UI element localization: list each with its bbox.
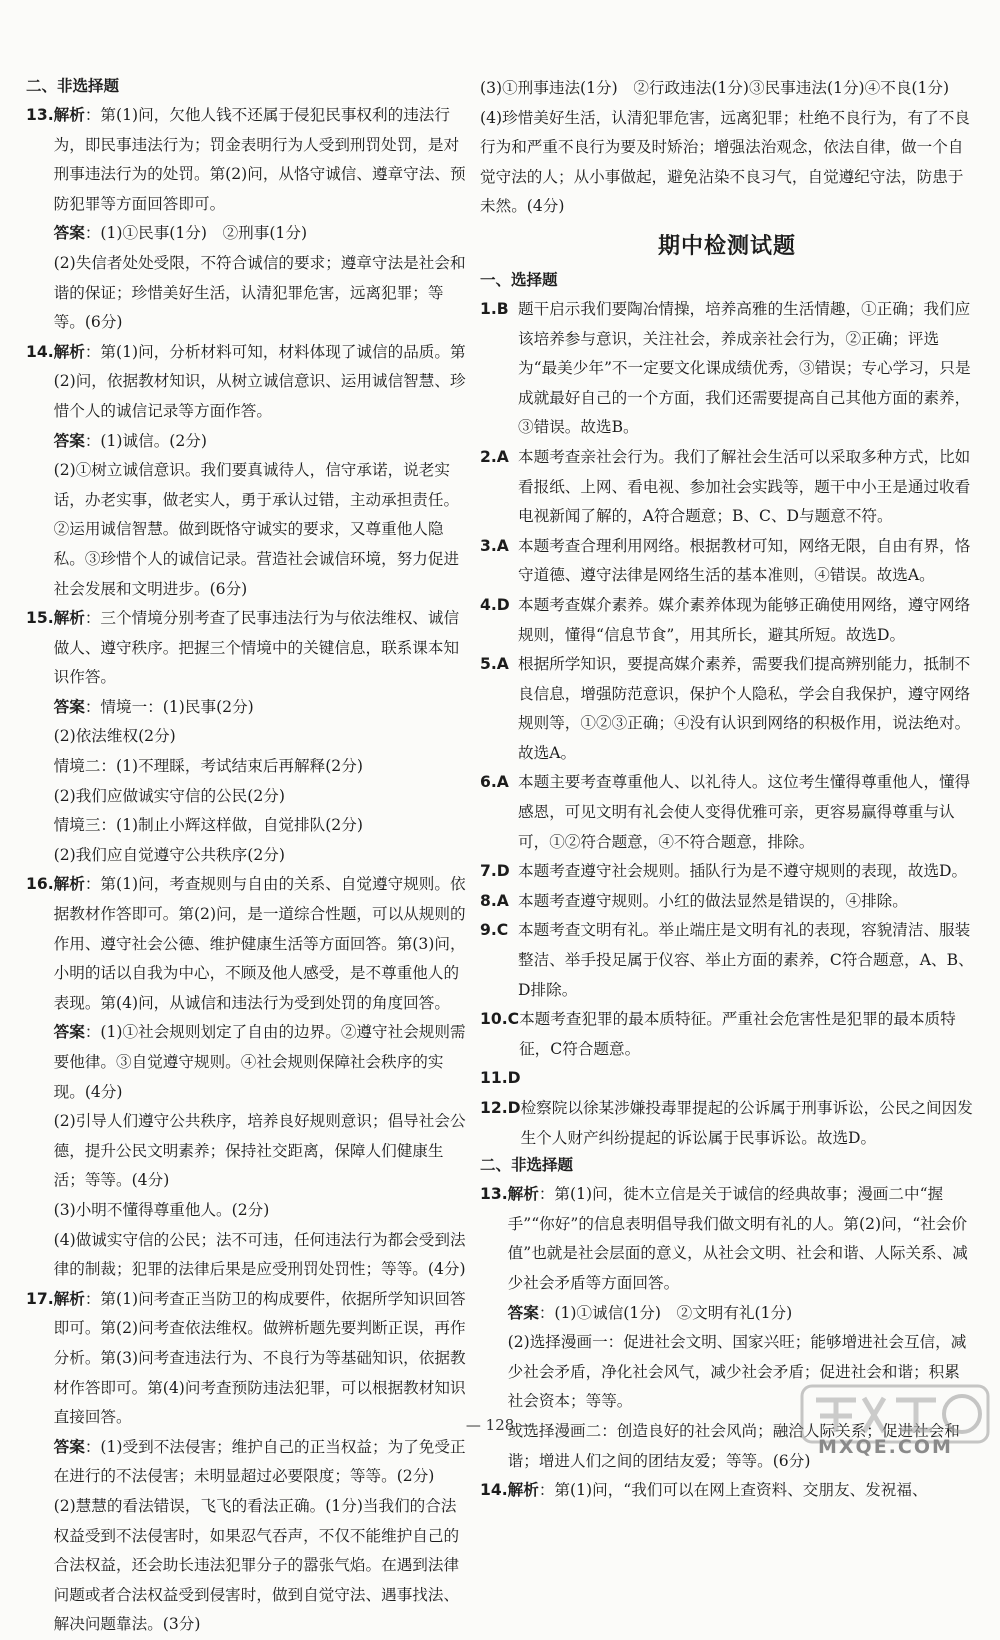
choice-answer-item xyxy=(480,916,974,1005)
answer: 答案：(1)①诚信(1分) ②文明有礼(1分) xyxy=(507,1303,793,1322)
choice-explanation: 本题考查犯罪的最本质特征。严重社会危害性是犯罪的最本质特征，C符合题意。 xyxy=(519,1010,956,1058)
choice-explanation: 本题主要考查尊重他人、以礼待人。这位考生懂得尊重他人，懂得感恩，可见文明有礼会使人变得优雅可亲，更容易赢得尊重与认可，①②符合题意，④不符合题意，排除。 xyxy=(518,773,971,851)
choice-answer-item xyxy=(480,887,974,917)
choice-answer-item xyxy=(480,1064,974,1094)
q12-continuation-4: (4)珍惜美好生活，认清犯罪危害，远离犯罪；杜绝不良行为，有了不良行为和严重不良行为要及时矫治；增强法治观念，依法自律，做一个自觉守法的人；从小事做起，避免沾染不良习气，自觉遵纪守法，防患于未然。(4分) xyxy=(480,108,970,216)
right-column xyxy=(480,74,974,1506)
choice-number: 7.D xyxy=(480,862,510,881)
answer: 答案：(1)诚信。(2分) xyxy=(53,431,207,450)
choice-explanation: 根据所学知识，要提高媒介素养，需要我们提高辨别能力，抵制不良信息，增强防范意识，保护个人隐私，学会自我保护，遵守网络规则等，①②③正确；④没有认识到网络的积极作用，说法绝对。故选A。 xyxy=(518,655,971,762)
choice-explanation: 本题考查媒介素养。媒介素养体现为能够正确使用网络，遵守网络规则，懂得“信息节食”，用其所长，避其所短。故选D。 xyxy=(518,595,971,644)
question-17: 17. 解析：第(1)问考查正当防卫的构成要件，依据所学知识回答即可。第(2)问考查依法维权。做辨析题先要判断正误，再作分析。第(3)问考查违法行为、不良行为等基础知识，依据教材作答即可。第(4)问考查预防违法犯罪，可以根据教材知识直接回答。 答案：(1)受到不法侵害；维护自己的正当权益；为了免受正在进行的不法侵害；未明显超过必要限度；等等。(2分) (2)慧慧的看法错误，飞飞的看法正确。(1分)当我们的合法权益受到不法侵害时，如果忍气吞声，不仅不能维护自己的合法权益，还会助长违法犯罪分子的嚣张气焰。在遇到法律问题或者合法权益受到侵害时，做到自觉守法、遇事找法、解决问题靠法。(3分) xyxy=(26,1285,472,1640)
choice-explanation: 本题考查遵守社会规则。插队行为是不遵守规则的表现，故选D。 xyxy=(518,862,968,881)
choice-answer-item xyxy=(480,768,974,857)
choice-explanation: 本题考查合理利用网络。根据教材可知，网络无限，自由有界，恪守道德、遵守法律是网络生活的基本准则，④错误。故选A。 xyxy=(518,536,971,585)
left-column xyxy=(26,74,472,1640)
choice-explanation: 本题考查文明有礼。举止端庄是文明有礼的表现，容貌清洁、服装整洁、举手投足属于仪容、举止方面的素养，C符合题意，A、B、D排除。 xyxy=(518,921,974,999)
choice-number: 9.C xyxy=(480,921,509,940)
section-heading-nonchoice: 二、非选择题 xyxy=(26,77,120,95)
choice-number: 3.A xyxy=(480,536,509,555)
section-heading-nonchoice-2: 二、非选择题 xyxy=(480,1156,574,1175)
choice-answer-item xyxy=(480,295,974,443)
answer: 答案：(1)①社会规则划定了自由的边界。②遵守社会规则需要他律。③自觉遵守规则。④社会规则保障社会秩序的实现。(4分) xyxy=(53,1023,466,1101)
q12-continuation: (3)①刑事违法(1分) ②行政违法(1分)③民事违法(1分)④不良(1分) xyxy=(480,79,950,97)
choice-number: 10.C xyxy=(480,1010,520,1029)
midterm-title: 期中检测试题 xyxy=(657,233,796,259)
midterm-question-14: 14. 解析：第(1)问，“我们可以在网上查资料、交朋友、发祝福、 xyxy=(480,1481,928,1500)
choice-number: 2.A xyxy=(480,447,509,466)
choice-answer-item xyxy=(480,1005,974,1064)
page-number: — 128 — xyxy=(465,1416,535,1434)
answer: 答案：(1)①民事(1分) ②刑事(1分) xyxy=(53,224,308,243)
choice-explanation: 本题考查亲社会行为。我们了解社会生活可以采取多种方式，比如看报纸、上网、看电视、参加社会实践等，题干中小王是通过收看电视新闻了解的，A符合题意；B、C、D与题意不符。 xyxy=(518,447,971,526)
choice-answer-item xyxy=(480,857,974,887)
choice-explanation: 本题考查遵守规则。小红的做法显然是错误的，④排除。 xyxy=(518,891,908,910)
question-13: 13. 解析：第(1)问，欠他人钱不还属于侵犯民事权利的违法行为，即民事违法行为；罚金表明行为人受到刑罚处罚，是对刑事违法行为的处罚。第(2)问，从恪守诚信、遵章守法、预防犯罪等方面回答即可。 答案：(1)①民事(1分) ②刑事(1分) (2)失信者处处受限，不符合诚信的要求；遵章守法是社会和谐的保证；珍惜美好生活，认清犯罪危害，远离犯罪；等等。(6分) xyxy=(26,101,472,338)
choice-number: 1.B xyxy=(480,299,509,318)
choice-number: 12.D xyxy=(480,1099,521,1117)
choice-answer-item xyxy=(480,532,974,591)
choice-number: 8.A xyxy=(480,891,509,910)
choice-number: 5.A xyxy=(480,655,509,674)
answer: 答案：情境一：(1)民事(2分) xyxy=(53,697,254,716)
section-heading-choice: 一、选择题 xyxy=(480,270,558,289)
choice-number: 11.D xyxy=(480,1069,521,1088)
question-14: 14. 解析：第(1)问，分析材料可知，材料体现了诚信的品质。第(2)问，依据教材知识，从树立诚信意识、运用诚信智慧、珍惜个人的诚信记录等方面作答。 答案：(1)诚信。(2分) (2)①树立诚信意识。我们要真诚待人，信守承诺，说老实话，办老实事，做老实人，勇于承认过错，主动承担责任。②运用诚信智慧。做到既恪守诚实的要求，又尊重他人隐私。③珍惜个人的诚信记录。营造社会诚信环境，努力促进社会发展和文明进步。(6分) xyxy=(26,338,472,604)
choice-explanation xyxy=(521,1064,974,1094)
choice-number: 4.D xyxy=(480,595,510,614)
midterm-question-13: 13. 解析：第(1)问，徙木立信是关于诚信的经典故事；漫画二中“握手”“你好”的信息表明倡导我们做文明有礼的人。第(2)问，“社会价值”也就是社会层面的意义，从社会文明、社会和谐、人际关系、减少社会矛盾等方面回答。 答案：(1)①诚信(1分) ②文明有礼(1分) (2)选择漫画一：促进社会文明、国家兴旺；能够增进社会互信，减少社会矛盾，净化社会风气，减少社会矛盾；促进社会和谐；积累社会资本；等等。 或选择漫画二：创造良好的社会风尚；融洽人际关系；促进社会和谐；增进人们之间的团结友爱；等等。(6分) xyxy=(480,1180,974,1476)
choice-explanation: 题干启示我们要陶冶情操，培养高雅的生活情趣，①正确；我们应该培养参与意识，关注社会，养成亲社会行为，②正确；评选为“最美少年”不一定要文化课成绩优秀，③错误；专心学习，只是成就最好自己的一个方面，我们还需要提高自己其他方面的素养，③错误。故选B。 xyxy=(518,299,971,437)
question-15: 15. 解析：三个情境分别考查了民事违法行为与依法维权、诚信做人、遵守秩序。把握三个情境中的关键信息，联系课本知识作答。 答案：情境一：(1)民事(2分) (2)依法维权(2分) 情境二：(1)不理睬，考试结束后再解释(2分) (2)我们应做诚实守信的公民(2分) 情境三：(1)制止小辉这样做，自觉排队(2分) (2)我们应自觉遵守公共秩序(2分) xyxy=(26,604,472,870)
choice-number: 6.A xyxy=(480,773,509,792)
answer: 答案：(1)受到不法侵害；维护自己的正当权益；为了免受正在进行的不法侵害；未明显超过必要限度；等等。(2分) xyxy=(53,1437,466,1486)
watermark-url: MXQE.COM xyxy=(818,1436,953,1458)
choice-answer-item xyxy=(480,591,974,650)
choice-answer-item xyxy=(480,650,974,768)
question-16: 16. 解析：第(1)问，考查规则与自由的关系、自觉遵守规则。依据教材作答即可。第(2)问，是一道综合性题，可以从规则的作用、遵守社会公德、维护健康生活等方面回答。第(3)问，小明的话以自我为中心，不顾及他人感受，是不尊重他人的表现。第(4)问，从诚信和违法行为受到处罚的角度回答。 答案：(1)①社会规则划定了自由的边界。②遵守社会规则需要他律。③自觉遵守规则。④社会规则保障社会秩序的实现。(4分) (2)引导人们遵守公共秩序，培养良好规则意识；倡导社会公德，提升公民文明素养；保持社交距离，保障人们健康生活；等等。(4分) (3)小明不懂得尊重他人。(2分) (4)做诚实守信的公民；法不可违，任何违法行为都会受到法律的制裁；犯罪的法律后果是应受刑罚处罚性；等等。(4分) xyxy=(26,870,472,1284)
choice-explanation: 检察院以徐某涉嫌投毒罪提起的公诉属于刑事诉讼，公民之间因发生个人财产纠纷提起的诉讼属于民事诉讼。故选D。 xyxy=(520,1099,973,1147)
choice-answers xyxy=(480,295,974,1153)
choice-answer-item xyxy=(480,443,974,532)
choice-answer-item xyxy=(480,1094,974,1153)
